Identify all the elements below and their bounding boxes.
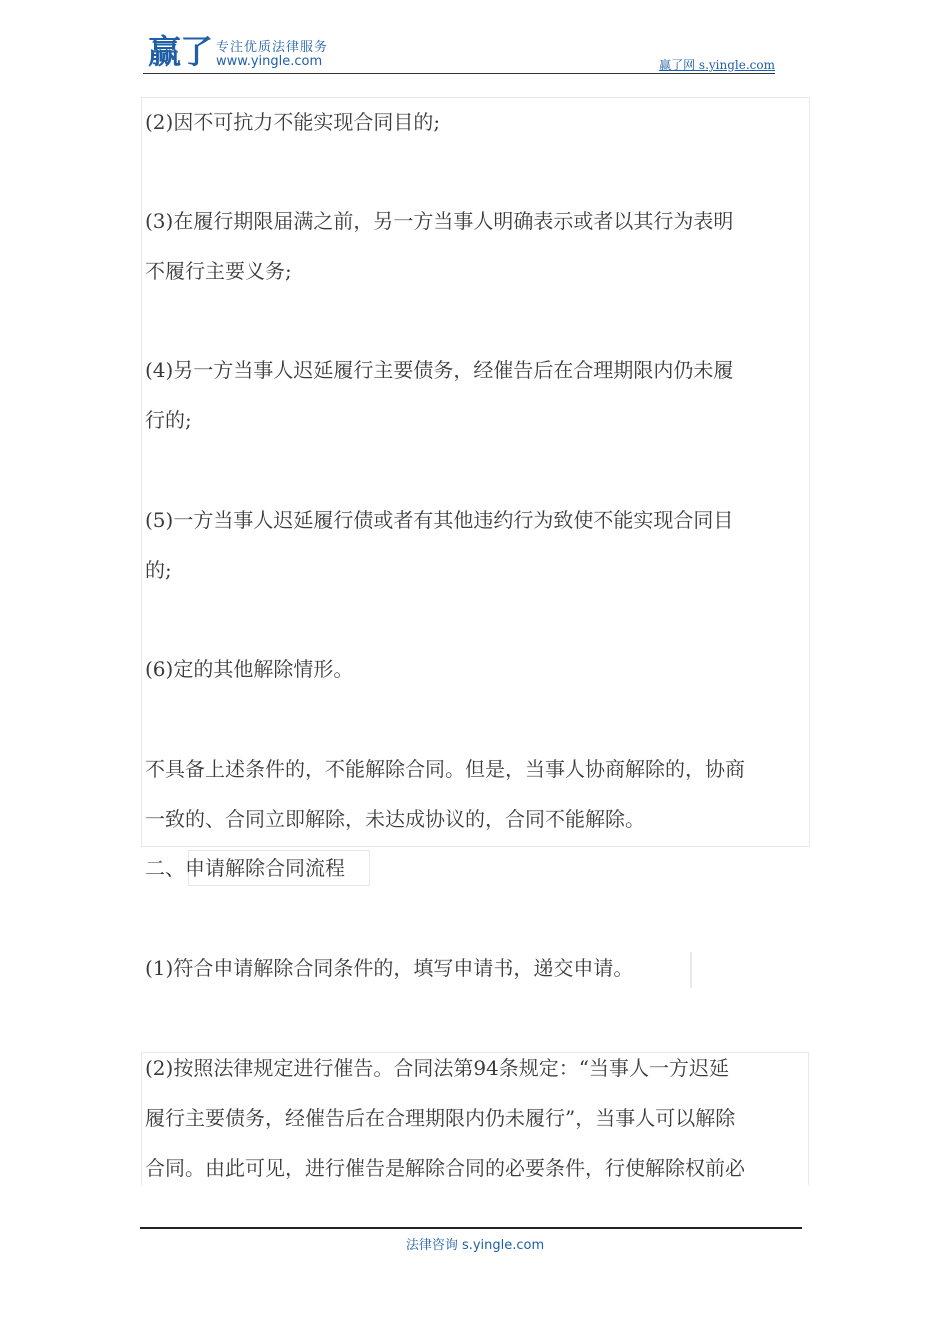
footer-link[interactable]: 法律咨询 s.yingle.com (405, 1238, 545, 1253)
text-line: 一致的、合同立即解除，未达成协议的，合同不能解除。 (145, 807, 645, 831)
page-header (145, 30, 805, 74)
text-line: (2)因不可抗力不能实现合同目的; (145, 110, 441, 134)
text-line: 的; (145, 558, 172, 582)
text-line: (3)在履行期限届满之前，另一方当事人明确表示或者以其行为表明 (145, 209, 734, 233)
text-line: 不具备上述条件的，不能解除合同。但是，当事人协商解除的，协商 (145, 757, 745, 781)
logo-slogan: 专注优质法律服务 (216, 40, 329, 55)
paragraph (145, 97, 815, 147)
text-line: (5)一方当事人迟延履行债或者有其他违约行为致使不能实现合同目 (145, 508, 734, 532)
text-line: (2)按照法律规定进行催告。合同法第94条规定：“当事人一方迟延 (145, 1056, 730, 1080)
text-line: (1)符合申请解除合同条件的，填写申请书，递交申请。 (145, 956, 634, 980)
logo-url: www.yingle.com (216, 54, 323, 69)
text-line: 行的; (145, 408, 192, 432)
text-line: (6)定的其他解除情形。 (145, 657, 354, 681)
text-line: (4)另一方当事人迟延履行主要债务，经催告后在合理期限内仍未履 (145, 358, 734, 382)
paragraph (145, 495, 815, 595)
text-line: 不履行主要义务; (145, 259, 292, 283)
text-line: 合同。由此可见，进行催告是解除合同的必要条件，行使解除权前必 (145, 1156, 745, 1180)
section-heading (145, 843, 815, 893)
yingle-logo: 赢了 (148, 32, 212, 71)
paragraph (145, 196, 815, 296)
paragraph (145, 744, 815, 844)
site-link[interactable]: 赢了网 s.yingle.com (659, 58, 775, 72)
paragraph (145, 1043, 815, 1193)
header-divider (143, 73, 775, 74)
text-line: 履行主要债务，经催告后在合理期限内仍未履行”，当事人可以解除 (145, 1106, 736, 1130)
paragraph (145, 943, 815, 993)
paragraph (145, 345, 815, 445)
footer-divider (140, 1227, 802, 1229)
paragraph (145, 644, 815, 694)
text-line: 二、申请解除合同流程 (145, 856, 345, 880)
